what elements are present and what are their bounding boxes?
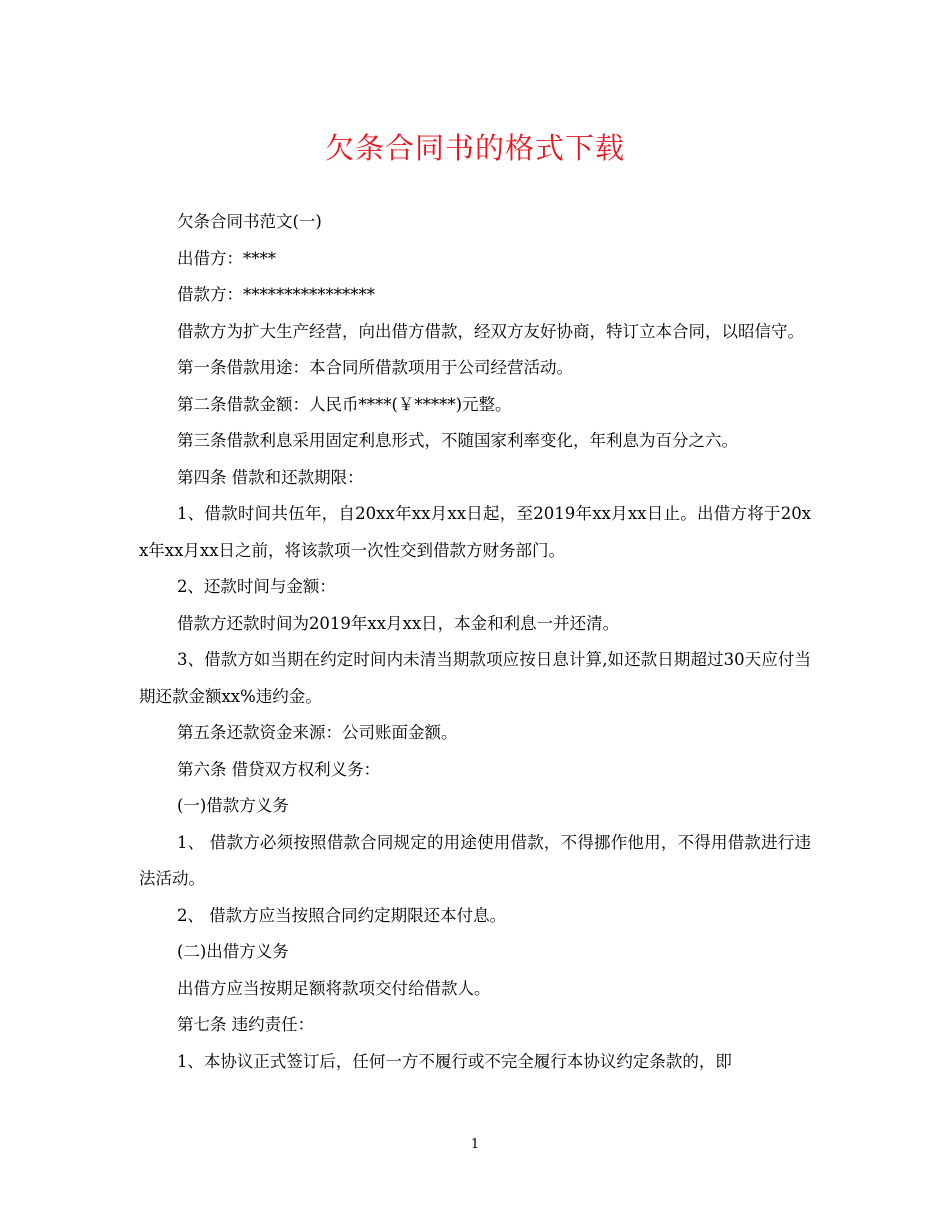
paragraph: 1、 借款方必须按照借款合同规定的用途使用借款，不得挪作他用，不得用借款进行违法活动。 <box>139 832 811 888</box>
paragraph: 第五条还款资金来源：公司账面金额。 <box>176 723 458 742</box>
paragraph: 第三条借款利息采用固定利息形式，不随国家利率变化，年利息为百分之六。 <box>176 431 738 450</box>
paragraph: 借款方：**************** <box>176 285 375 304</box>
paragraph: 借款方还款时间为2019年xx月xx日，本金和利息一并还清。 <box>176 613 620 633</box>
page-number: 1 <box>470 1137 480 1152</box>
document-body <box>139 204 811 1080</box>
paragraph: 1、本协议正式签订后，任何一方不履行或不完全履行本协议约定条款的，即 <box>176 1051 732 1071</box>
paragraph: 2、 借款方应当按照合同约定期限还本付息。 <box>176 905 507 925</box>
paragraph: 1、借款时间共伍年，自20xx年xx月xx日起，至2019年xx月xx日止。出借方将于20xx年xx月xx日之前，将该款项一次性交到借款方财务部门。 <box>139 504 811 560</box>
paragraph: (二)出借方义务 <box>176 942 289 961</box>
paragraph: 第一条借款用途：本合同所借款项用于公司经营活动。 <box>176 358 573 377</box>
paragraph: 第四条 借款和还款期限： <box>176 467 364 487</box>
paragraph: 出借方应当按期足额将款项交付给借款人。 <box>176 978 491 998</box>
paragraph: 第六条 借贷双方权利义务： <box>176 759 381 779</box>
paragraph: 第七条 违约责任： <box>176 1015 315 1034</box>
paragraph: (一)借款方义务 <box>176 796 289 815</box>
paragraph: 2、还款时间与金额： <box>176 577 336 596</box>
document-title: 欠条合同书的格式下载 <box>324 131 625 165</box>
paragraph: 3、借款方如当期在约定时间内未清当期款项应按日息计算,如还款日期超过30天应付当期还款金额xx%违约金。 <box>139 650 811 706</box>
paragraph: 欠条合同书范文(一) <box>176 212 322 231</box>
paragraph: 出借方：**** <box>176 248 276 268</box>
paragraph: 借款方为扩大生产经营，向出借方借款，经双方友好协商，特订立本合同，以昭信守。 <box>176 321 804 341</box>
paragraph: 第二条借款金额：人民币****(￥*****)元整。 <box>176 394 512 414</box>
